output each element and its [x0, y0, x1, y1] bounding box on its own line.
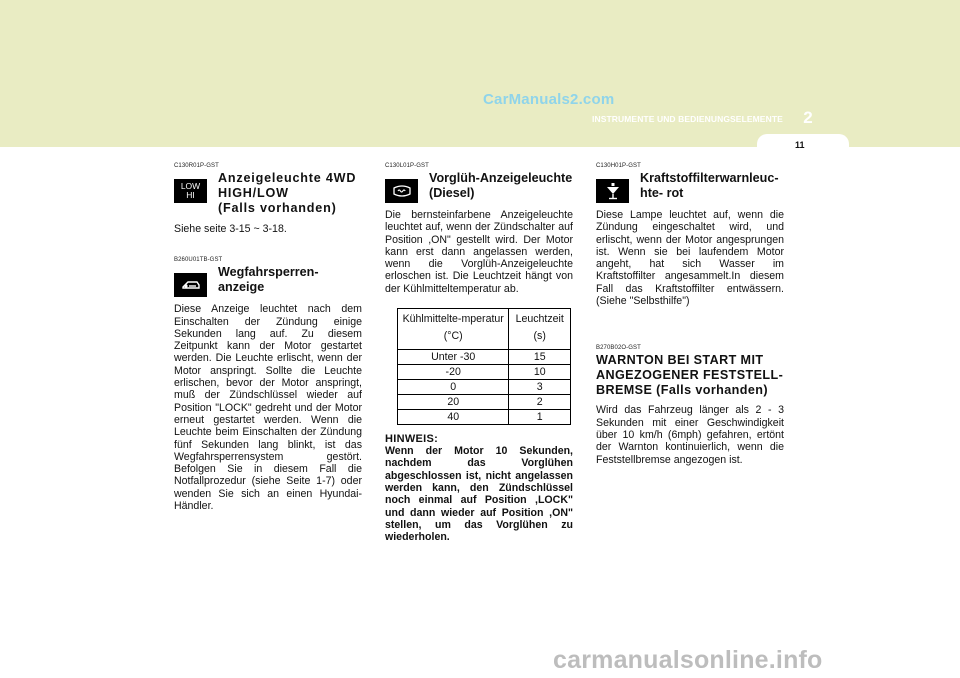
section-body: Diese Lampe leuchtet auf, wenn die Zündung eingeschaltet wird, und erlischt, wenn der Motor angesprungen ist. Wenn sie bei laufendem Motor angeht, hat sich Wasser im Kraftstoffilter angesammelt.In diesem Fall das Kraftstoffilter entwässern. (Siehe "Selbsthilfe") — [596, 209, 784, 308]
table-cell: 40 — [398, 410, 509, 425]
section-title — [429, 171, 572, 201]
title-line: Kraftstoffilterwarnleuc- — [640, 171, 779, 185]
table-cell: 1 — [509, 410, 571, 425]
table-cell: 3 — [509, 380, 571, 395]
section-heading — [385, 171, 573, 203]
chapter-label: INSTRUMENTE UND BEDIENUNGSELEMENTE — [592, 114, 783, 124]
note-heading: HINWEIS: — [385, 433, 439, 446]
immobilizer-key-icon — [174, 273, 207, 297]
section-heading — [596, 171, 784, 203]
table-cell: 0 — [398, 380, 509, 395]
column-1 — [174, 163, 362, 512]
section-code: B270B02O-GST — [596, 345, 641, 352]
section-heading — [174, 265, 362, 297]
section-title: WARNTON BEI START MIT ANGEZOGENER FESTSTELL-BREMSE (Falls vorhanden) — [596, 353, 784, 398]
table-cell: 10 — [509, 365, 571, 380]
title-line: HIGH/LOW — [218, 186, 289, 200]
icon-text-high: HI — [186, 190, 195, 200]
table-cell: -20 — [398, 365, 509, 380]
title-line: hte- rot — [640, 186, 684, 200]
section-heading — [174, 171, 362, 216]
glow-plug-icon — [385, 179, 418, 203]
watermark: carmanualsonline.info — [553, 646, 823, 674]
table-row — [398, 380, 571, 395]
title-line: Anzeigeleuchte 4WD — [218, 171, 357, 185]
table-row — [398, 365, 571, 380]
note-text: Wenn der Motor 10 Sekunden, nachdem das Vorglühen abgeschlossen ist, nicht angelassen werden kann, den Zündschlüssel noch einmal auf Position ,LOCK" und dann wieder auf Position ,ON" stellen, um das Vorglühen zu wiederholen. — [385, 445, 573, 544]
section-body: Wird das Fahrzeug länger als 2 - 3 Sekunden mit einer Geschwindigkeit über 10 km/h (6mph) gefahren, ertönt der Warnton kontinuierlich, wenn die Feststellbremse angezogen ist. — [596, 404, 784, 466]
table-row — [398, 395, 571, 410]
section-code: C130H01P-GST — [596, 163, 641, 169]
chapter-number: 2 — [803, 108, 813, 127]
icon-text-low: LOW — [180, 181, 201, 191]
table-row — [398, 350, 571, 365]
table-cell: 20 — [398, 395, 509, 410]
section-title: Wegfahrsperren-anzeige — [218, 265, 319, 295]
page-number: 11 — [795, 140, 805, 150]
table-row — [398, 410, 571, 425]
section-title — [640, 171, 779, 201]
low-high-4wd-icon — [174, 179, 207, 203]
table-cell: 15 — [509, 350, 571, 365]
title-line: (Falls vorhanden) — [218, 201, 337, 215]
section-body: Diese Anzeige leuchtet nach dem Einschalten der Zündung einige Sekunden lang auf. Zu diesem Zeitpunkt kann der Motor gestartet werden. Die Leuchte erlischt, wenn der Motor anspringt. Sollte die Leuchte erlischen, bevor der Motor anspringt, muß der Zündschlüssel wieder auf Position "LOCK" gedreht und der Motor erneut gestartet werden. Wenn die Leuchte beim Einschalten der Zündung fünf Sekunden lang blinkt, ist das Wegfahrsperrensystem gestört. Befolgen Sie in diesem Fall die Notfallprozedur (siehe Seite 1-7) oder wenden Sie sich an einen Hyundai-Händler. — [174, 303, 362, 513]
table-header-row — [398, 309, 571, 350]
brand-link[interactable]: CarManuals2.com — [483, 91, 615, 108]
fuel-filter-icon — [596, 179, 629, 203]
section-body: Siehe seite 3-15 ~ 3-18. — [174, 223, 287, 235]
title-line: (Diesel) — [429, 186, 475, 200]
column-3 — [596, 163, 784, 466]
section-body: Die bernsteinfarbene Anzeigeleuchte leuchtet auf, wenn der Zündschalter auf Position ,ON" gestellt wird. Der Motor kann erst dann angelassen werden, wenn die Vorglüh-Anzeigeleuchte erloschen ist. Die Leuchtzeit hängt von der Kühlmitteltemperatur ab. — [385, 209, 573, 295]
section-code: C130L01P-GST — [385, 163, 429, 169]
section-code: C130R01P-GST — [174, 163, 219, 169]
table-cell: 2 — [509, 395, 571, 410]
section-code: B260U01TB-GST — [174, 257, 223, 264]
column-2 — [385, 163, 573, 543]
table-header: Leuchtzeit (s) — [509, 309, 571, 350]
table-cell: Unter -30 — [398, 350, 509, 365]
section-title — [218, 171, 356, 216]
table-header: Kühlmittelte-mperatur (°C) — [398, 309, 509, 350]
title-line: Vorglüh-Anzeigeleuchte — [429, 171, 573, 185]
glow-time-table — [397, 308, 571, 425]
